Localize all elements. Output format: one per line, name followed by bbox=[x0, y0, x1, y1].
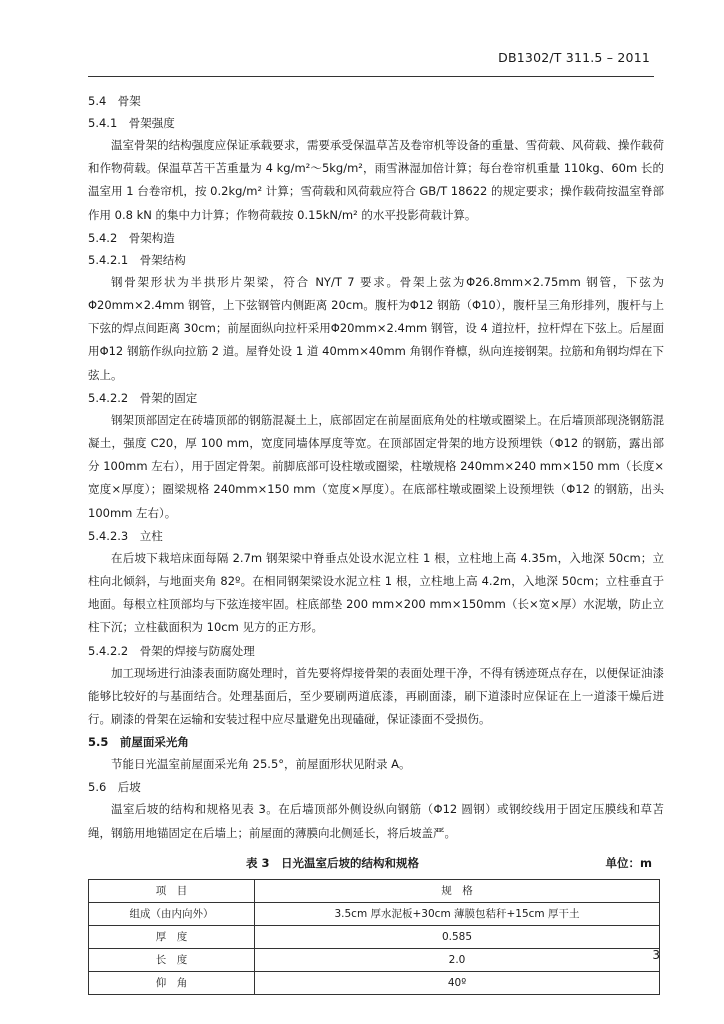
section-title: 后坡 bbox=[117, 780, 141, 795]
section-number: 5.4.2.1 bbox=[88, 252, 129, 267]
table-title: 表 3 日光温室后坡的结构和规格 bbox=[246, 855, 420, 870]
section-title: 立柱 bbox=[139, 528, 163, 543]
table-cell-spec: 2.0 bbox=[255, 948, 660, 971]
section-heading bbox=[88, 776, 664, 798]
section-number: 5.4.1 bbox=[88, 116, 118, 130]
section-title: 骨架的焊接与防腐处理 bbox=[139, 643, 255, 658]
section-number: 5.4.2.3 bbox=[88, 528, 129, 543]
table-cell-item: 长 度 bbox=[89, 948, 255, 971]
table-row bbox=[89, 971, 660, 994]
section-list bbox=[88, 90, 664, 845]
back-slope-spec-table bbox=[88, 879, 660, 995]
section-title: 骨架强度 bbox=[128, 116, 175, 130]
document-code: DB1302/T 311.5 – 2011 bbox=[498, 50, 650, 65]
section-title: 骨架结构 bbox=[139, 252, 186, 267]
section-number: 5.4.2.2 bbox=[88, 643, 129, 658]
table-cell-spec: 40º bbox=[255, 971, 660, 994]
table-cell-spec: 0.585 bbox=[255, 925, 660, 948]
section-heading bbox=[88, 112, 664, 134]
table-caption bbox=[88, 851, 664, 875]
header-rule bbox=[88, 76, 654, 77]
section-heading bbox=[88, 525, 664, 547]
section-heading bbox=[88, 90, 664, 112]
table-cell-item: 仰 角 bbox=[89, 971, 255, 994]
table-cell-item: 组成（由内向外） bbox=[89, 902, 255, 925]
table-row bbox=[89, 925, 660, 948]
body-paragraph: 钢骨架形状为半拱形片架梁，符合 NY/T 7 要求。骨架上弦为Φ26.8mm×2.75mm 钢管，下弦为Φ20mm×2.4mm 钢管，上下弦钢管内侧距离 20cm。腹杆为Φ12 钢筋（Φ10），腹杆呈三角形排列，腹杆与上下弦的焊点间距离 30cm；前屋面纵向拉杆采用Φ20mm×2.4mm 钢管，设 4 道拉杆，拉杆焊在下弦上。后屋面用Φ12 钢筋作纵向拉筋 2 道。屋脊处设 1 道 40mm×40mm 角钢作脊檩，纵向连接钢架。拉筋和角钢均焊在下弦上。 bbox=[88, 274, 665, 382]
page-number: 3 bbox=[652, 948, 660, 962]
body-paragraph: 节能日光温室前屋面采光角 25.5°，前屋面形状见附录 A。 bbox=[111, 757, 411, 772]
body-paragraph: 温室后坡的结构和规格见表 3。在后墙顶部外侧设纵向钢筋（Φ12 圆钢）或钢绞线用于固定压膜线和草苫绳，钢筋用地锚固定在后墙上；前屋面的薄膜向北侧延长，将后坡盖严。 bbox=[88, 802, 664, 840]
body-paragraph: 在后坡下栽培床面每隔 2.7m 钢架梁中脊垂点处设水泥立柱 1 根，立柱地上高 4.35m，入地深 50cm；立柱向北倾斜，与地面夹角 82º。在相同钢架梁设水泥立柱 1 根，立柱地上高 4.2m，入地深 50cm；立柱垂直于地面。每根立柱顶部均与下弦连接牢固。柱底部垫 200 mm×200 mm×150mm（长×宽×厚）水泥墩，防止立柱下沉；立柱截面积为 10cm 见方的正方形。 bbox=[88, 550, 664, 635]
section-number: 5.4.2.2 bbox=[88, 390, 129, 405]
section-title: 骨架构造 bbox=[128, 230, 175, 245]
section-heading bbox=[88, 731, 664, 753]
table-cell-item: 厚 度 bbox=[89, 925, 255, 948]
section-heading bbox=[88, 227, 664, 249]
section-title: 骨架 bbox=[117, 94, 141, 108]
table-row bbox=[89, 902, 660, 925]
table-row bbox=[89, 948, 660, 971]
section-number: 5.4.2 bbox=[88, 230, 118, 245]
section-heading bbox=[88, 640, 664, 662]
section-number: 5.6 bbox=[88, 780, 107, 795]
section-title: 前屋面采光角 bbox=[119, 735, 189, 750]
table-header-row bbox=[89, 879, 660, 902]
page-body bbox=[88, 90, 664, 995]
section-heading bbox=[88, 249, 664, 271]
table-header-item: 项 目 bbox=[89, 879, 255, 902]
table-cell-spec: 3.5cm 厚水泥板+30cm 薄膜包秸秆+15cm 厚干土 bbox=[255, 902, 660, 925]
section-number: 5.5 bbox=[88, 735, 109, 750]
body-paragraph: 加工现场进行油漆表面防腐处理时，首先要将焊接骨架的表面处理干净，不得有锈迹斑点存在，以便保证油漆能够比较好的与基面结合。处理基面后，至少要刷两道底漆，再刷面漆，刷下道漆时应保证在上一道漆干燥后进行。刷漆的骨架在运输和安装过程中应尽量避免出现磕碰，保证漆面不受损伤。 bbox=[88, 665, 664, 727]
table-header-spec: 规 格 bbox=[255, 879, 660, 902]
section-heading bbox=[88, 387, 664, 409]
section-number: 5.4 bbox=[88, 94, 107, 108]
table-unit: 单位：m bbox=[605, 855, 652, 870]
section-title: 骨架的固定 bbox=[139, 390, 198, 405]
body-paragraph: 温室骨架的结构强度应保证承载要求，需要承受保温草苫及卷帘机等设备的重量、雪荷载、风荷载、操作载荷和作物荷载。保温草苫干苫重量为 4 kg/m²～5kg/m²，雨雪淋湿加倍计算；每台卷帘机重量 110kg、60m 长的温室用 1 台卷帘机，按 0.2kg/m² 计算；雪荷载和风荷载应符合 GB/T 18622 的规定要求；操作载荷按温室脊部作用 0.8 kN 的集中力计算；作物荷载按 0.15kN/m² 的水平投影荷载计算。 bbox=[88, 138, 664, 222]
body-paragraph: 钢架顶部固定在砖墙顶部的钢筋混凝土上，底部固定在前屋面底角处的柱墩或圈梁上。在后墙顶部现浇钢筋混凝土，强度 C20，厚 100 mm，宽度同墙体厚度等宽。在顶部固定骨架的地方设预埋铁（Φ12 的钢筋，露出部分 100mm 左右），用于固定骨架。前脚底部可设柱墩或圈梁，柱墩规格 240mm×240 mm×150 mm（长度×宽度×厚度）；圈梁规格 240mm×150 mm（宽度×厚度）。在底部柱墩或圈梁上设预埋铁（Φ12 的钢筋，出头 100mm 左右）。 bbox=[88, 412, 664, 520]
